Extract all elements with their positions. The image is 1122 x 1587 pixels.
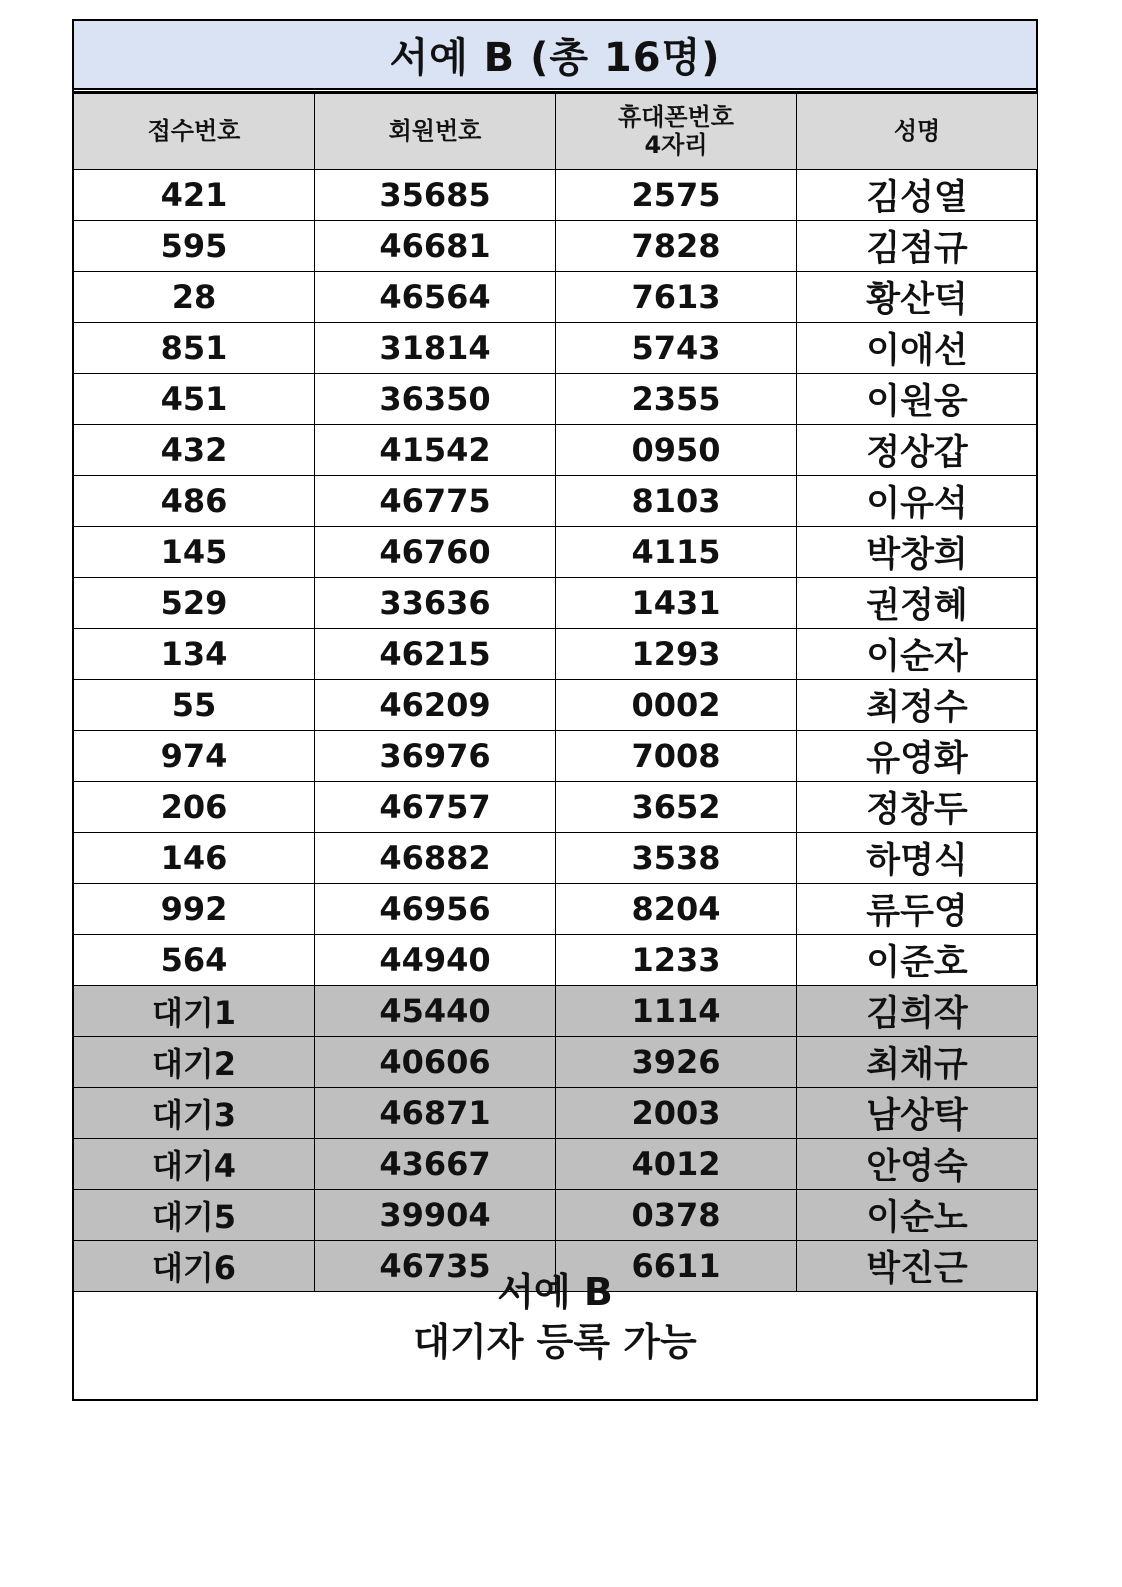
cell-phone-last4: 2355 — [556, 374, 797, 425]
column-header-phone-line2: 4자리 — [644, 130, 708, 159]
cell-member-number: 44940 — [315, 935, 556, 986]
cell-member-number: 33636 — [315, 578, 556, 629]
table-row — [74, 935, 1038, 986]
cell-member-number: 39904 — [315, 1190, 556, 1241]
cell-phone-last4: 4012 — [556, 1139, 797, 1190]
cell-member-number: 46760 — [315, 527, 556, 578]
cell-name: 이준호 — [797, 935, 1038, 986]
table-row — [74, 272, 1038, 323]
cell-member-number: 31814 — [315, 323, 556, 374]
cell-phone-last4: 1233 — [556, 935, 797, 986]
cell-name: 이원웅 — [797, 374, 1038, 425]
cell-receipt-number: 595 — [74, 221, 315, 272]
cell-receipt-number: 대기3 — [74, 1088, 315, 1139]
cell-name: 김희작 — [797, 986, 1038, 1037]
table-row — [74, 833, 1038, 884]
table-row — [74, 323, 1038, 374]
table-row — [74, 680, 1038, 731]
cell-receipt-number: 564 — [74, 935, 315, 986]
roster-table — [73, 91, 1038, 1292]
cell-name: 이순노 — [797, 1190, 1038, 1241]
cell-phone-last4: 2003 — [556, 1088, 797, 1139]
cell-receipt-number: 28 — [74, 272, 315, 323]
cell-name: 이애선 — [797, 323, 1038, 374]
cell-phone-last4: 5743 — [556, 323, 797, 374]
cell-member-number: 46775 — [315, 476, 556, 527]
notice-line-waitlist: 대기자 등록 가능 — [413, 1320, 697, 1364]
cell-receipt-number: 대기2 — [74, 1037, 315, 1088]
cell-phone-last4: 4115 — [556, 527, 797, 578]
header-row — [74, 93, 1038, 170]
cell-receipt-number: 146 — [74, 833, 315, 884]
cell-receipt-number: 55 — [74, 680, 315, 731]
cell-phone-last4: 1431 — [556, 578, 797, 629]
cell-name: 김성열 — [797, 170, 1038, 221]
table-row — [74, 170, 1038, 221]
cell-member-number: 45440 — [315, 986, 556, 1037]
roster-sheet — [72, 19, 1038, 1401]
cell-name: 김점규 — [797, 221, 1038, 272]
waiting-row — [74, 1088, 1038, 1139]
cell-receipt-number: 145 — [74, 527, 315, 578]
cell-name: 최채규 — [797, 1037, 1038, 1088]
cell-name: 하명식 — [797, 833, 1038, 884]
waiting-row — [74, 1037, 1038, 1088]
cell-member-number: 46215 — [315, 629, 556, 680]
column-header-member-number: 회원번호 — [315, 93, 556, 170]
cell-phone-last4: 0378 — [556, 1190, 797, 1241]
cell-receipt-number: 851 — [74, 323, 315, 374]
cell-name: 정창두 — [797, 782, 1038, 833]
column-header-phone-last4 — [556, 93, 797, 170]
cell-member-number: 46209 — [315, 680, 556, 731]
table-row — [74, 731, 1038, 782]
cell-phone-last4: 8204 — [556, 884, 797, 935]
cell-member-number: 46681 — [315, 221, 556, 272]
cell-receipt-number: 529 — [74, 578, 315, 629]
cell-phone-last4: 7008 — [556, 731, 797, 782]
table-row — [74, 425, 1038, 476]
cell-name: 남상탁 — [797, 1088, 1038, 1139]
waiting-row — [74, 1190, 1038, 1241]
cell-name: 류두영 — [797, 884, 1038, 935]
cell-phone-last4: 1114 — [556, 986, 797, 1037]
notice-line-class: 서예 B — [497, 1270, 613, 1314]
cell-member-number: 46871 — [315, 1088, 556, 1139]
cell-name: 이순자 — [797, 629, 1038, 680]
cell-name: 권정혜 — [797, 578, 1038, 629]
table-row — [74, 374, 1038, 425]
cell-phone-last4: 7828 — [556, 221, 797, 272]
cell-phone-last4: 0950 — [556, 425, 797, 476]
cell-phone-last4: 3652 — [556, 782, 797, 833]
table-row — [74, 527, 1038, 578]
cell-receipt-number: 432 — [74, 425, 315, 476]
table-row — [74, 629, 1038, 680]
table-row — [74, 476, 1038, 527]
column-header-receipt-number: 접수번호 — [74, 93, 315, 170]
column-header-phone-line1: 휴대폰번호 — [618, 102, 734, 131]
cell-name: 안영숙 — [797, 1139, 1038, 1190]
cell-receipt-number: 대기5 — [74, 1190, 315, 1241]
waiting-row — [74, 986, 1038, 1037]
cell-receipt-number: 206 — [74, 782, 315, 833]
table-header — [74, 93, 1038, 170]
cell-member-number: 46735 — [315, 1241, 556, 1292]
cell-receipt-number: 974 — [74, 731, 315, 782]
cell-receipt-number: 대기6 — [74, 1241, 315, 1292]
cell-name: 이유석 — [797, 476, 1038, 527]
cell-member-number: 35685 — [315, 170, 556, 221]
waitlist-notice — [74, 1267, 1036, 1367]
cell-receipt-number: 대기4 — [74, 1139, 315, 1190]
cell-name: 박창희 — [797, 527, 1038, 578]
cell-name: 정상갑 — [797, 425, 1038, 476]
table-row — [74, 221, 1038, 272]
table-row — [74, 782, 1038, 833]
cell-phone-last4: 1293 — [556, 629, 797, 680]
cell-receipt-number: 134 — [74, 629, 315, 680]
cell-receipt-number: 992 — [74, 884, 315, 935]
page-title: 서예 B (총 16명) — [74, 21, 1036, 90]
cell-receipt-number: 421 — [74, 170, 315, 221]
cell-phone-last4: 0002 — [556, 680, 797, 731]
cell-name: 유영화 — [797, 731, 1038, 782]
waiting-row — [74, 1139, 1038, 1190]
cell-receipt-number: 대기1 — [74, 986, 315, 1037]
cell-name: 박진근 — [797, 1241, 1038, 1292]
cell-phone-last4: 6611 — [556, 1241, 797, 1292]
table-row — [74, 884, 1038, 935]
cell-member-number: 46956 — [315, 884, 556, 935]
cell-member-number: 36976 — [315, 731, 556, 782]
table-row — [74, 578, 1038, 629]
cell-member-number: 43667 — [315, 1139, 556, 1190]
cell-member-number: 40606 — [315, 1037, 556, 1088]
cell-phone-last4: 2575 — [556, 170, 797, 221]
cell-name: 최정수 — [797, 680, 1038, 731]
cell-phone-last4: 3926 — [556, 1037, 797, 1088]
cell-name: 황산덕 — [797, 272, 1038, 323]
cell-receipt-number: 486 — [74, 476, 315, 527]
cell-member-number: 46757 — [315, 782, 556, 833]
column-header-name: 성명 — [797, 93, 1038, 170]
cell-member-number: 46882 — [315, 833, 556, 884]
cell-receipt-number: 451 — [74, 374, 315, 425]
cell-phone-last4: 8103 — [556, 476, 797, 527]
cell-phone-last4: 3538 — [556, 833, 797, 884]
cell-member-number: 36350 — [315, 374, 556, 425]
cell-member-number: 41542 — [315, 425, 556, 476]
table-body — [74, 170, 1038, 1292]
cell-member-number: 46564 — [315, 272, 556, 323]
cell-phone-last4: 7613 — [556, 272, 797, 323]
